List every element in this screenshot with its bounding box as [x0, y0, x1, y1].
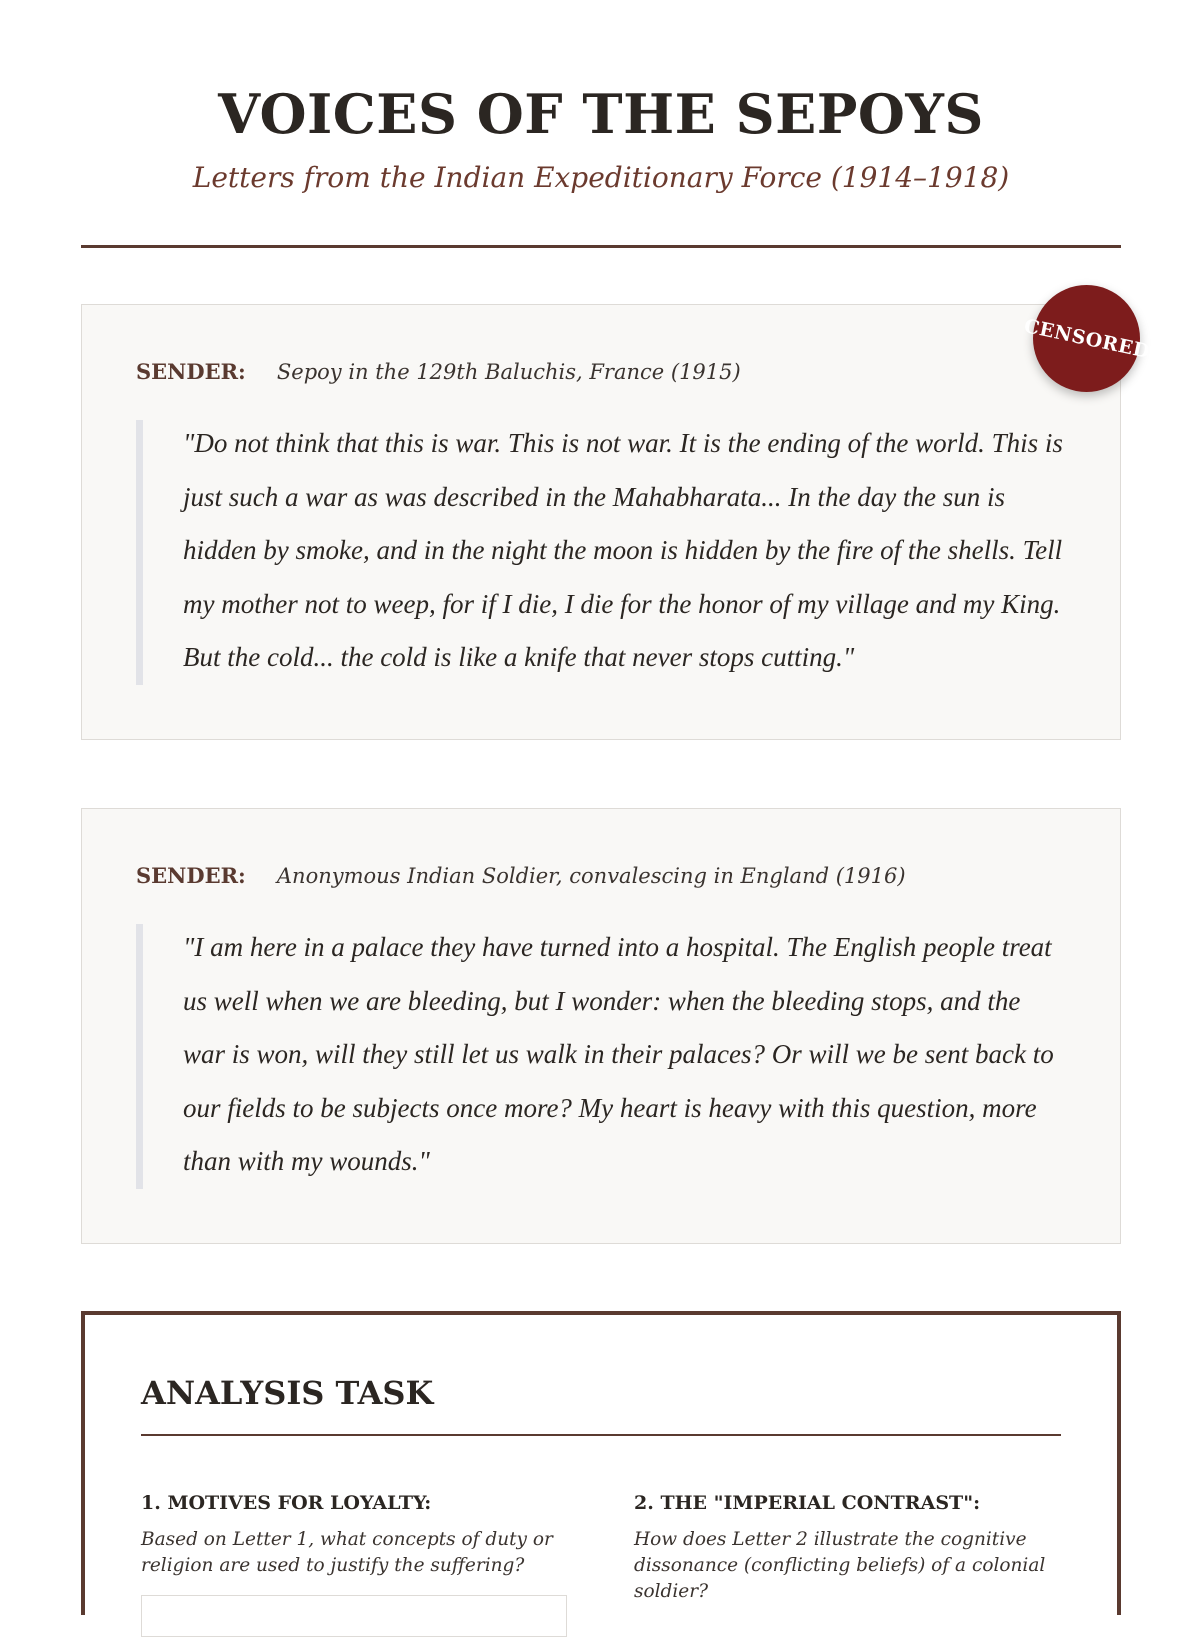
question-1: [141, 1489, 571, 1579]
censored-stamp: [1021, 285, 1152, 392]
stamp-label: CENSORED: [1021, 314, 1152, 363]
letter-card-1: [81, 304, 1121, 740]
sender-row: [136, 863, 1066, 897]
page-title: VOICES OF THE SEPOYS: [218, 82, 984, 146]
question-heading: 2. THE "IMPERIAL CONTRAST":: [634, 1492, 981, 1514]
question-prompt: How does Letter 2 illustrate the cognitive dissonance (conflicting beliefs) of a colonial soldier?: [634, 1529, 1046, 1602]
sender-label: SENDER:: [136, 359, 246, 384]
question-2: [634, 1489, 1064, 1605]
sender-label: SENDER:: [136, 863, 246, 888]
sender-row: [136, 359, 1066, 393]
quote-bar: [136, 924, 143, 1189]
answer-field-1[interactable]: [141, 1595, 567, 1637]
question-heading: 1. MOTIVES FOR LOYALTY:: [141, 1492, 432, 1514]
page-header: [81, 78, 1121, 198]
sender-name: Anonymous Indian Soldier, convalescing in England (1916): [276, 863, 906, 888]
sender-name: Sepoy in the 129th Baluchis, France (1915): [276, 359, 741, 384]
page-subtitle: Letters from the Indian Expeditionary Force (1914–1918): [192, 161, 1010, 194]
analysis-task-panel: [81, 1311, 1121, 1615]
header-divider: [81, 245, 1121, 248]
letter-text: "Do not think that this is war. This is not war. It is the ending of the world. This is just such a war as was described in the Mahabharata... In the day the sun is hidden by smoke, and in the night the moon is hidden by the fire of the shells. Tell my mother not to weep, for if I die, I die for the honor of my village and my King. But the cold... the cold is like a knife that never stops cutting.": [183, 428, 1063, 672]
letter-text: "I am here in a palace they have turned into a hospital. The English people treat us well when we are bleeding, but I wonder: when the bleeding stops, and the war is won, will they still let us walk in their palaces? Or will we be sent back to our fields to be subjects once more? My heart is heavy with this question, more than with my wounds.": [183, 932, 1054, 1176]
question-prompt: Based on Letter 1, what concepts of duty or religion are used to justify the suffering?: [141, 1529, 553, 1576]
analysis-title: ANALYSIS TASK: [141, 1374, 434, 1412]
letter-card-2: [81, 808, 1121, 1244]
quote-bar: [136, 420, 143, 685]
analysis-divider: [141, 1434, 1061, 1436]
